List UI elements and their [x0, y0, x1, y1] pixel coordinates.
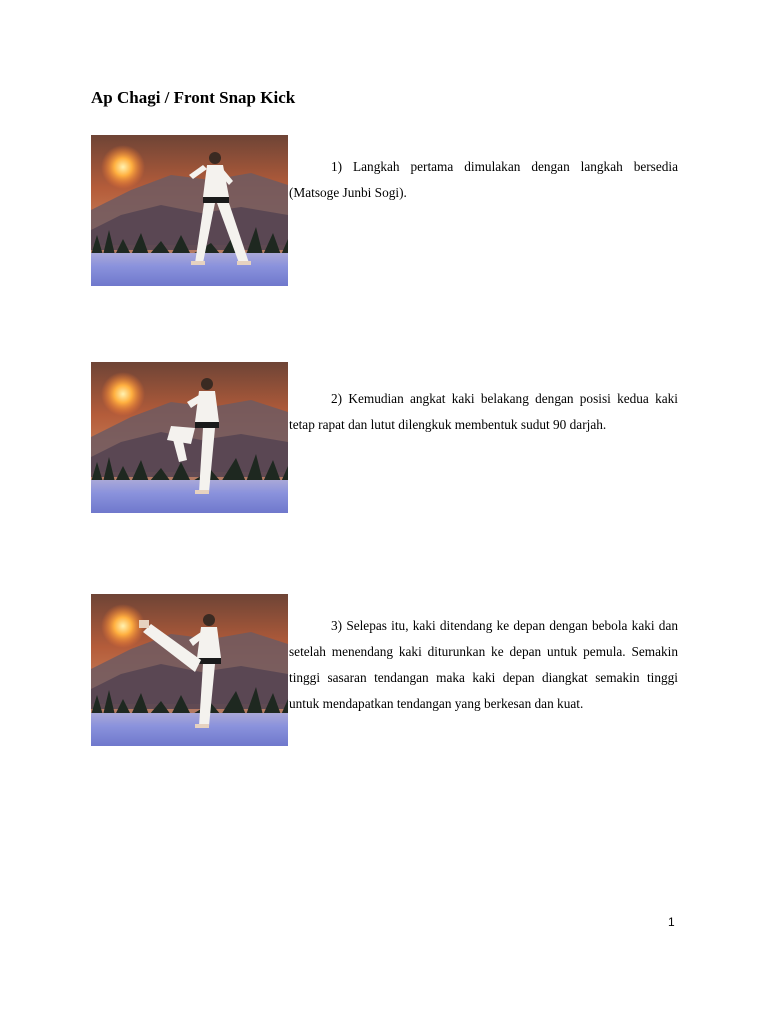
step-1-text: 1) Langkah pertama dimulakan dengan langkah bersedia (Matsoge Junbi Sogi). [289, 159, 678, 200]
step-3-text: 3) Selepas itu, kaki ditendang ke depan dengan bebola kaki dan setelah menendang kaki diturunkan ke depan untuk pemula. Semakin tinggi sasaran tendangan maka kaki depan diangkat semakin tinggi untuk mendapatkan tendangan yang berkesan dan kuat. [289, 618, 678, 711]
page-title: Ap Chagi / Front Snap Kick [91, 88, 296, 107]
photo-knee-raise [91, 362, 288, 513]
page-number: 1 [668, 915, 675, 929]
step-2-text: 2) Kemudian angkat kaki belakang dengan posisi kedua kaki tetap rapat dan lutut dilengkuk membentuk sudut 90 darjah. [289, 391, 678, 432]
photo-ready-stance [91, 135, 288, 286]
photo-front-kick [91, 594, 288, 746]
